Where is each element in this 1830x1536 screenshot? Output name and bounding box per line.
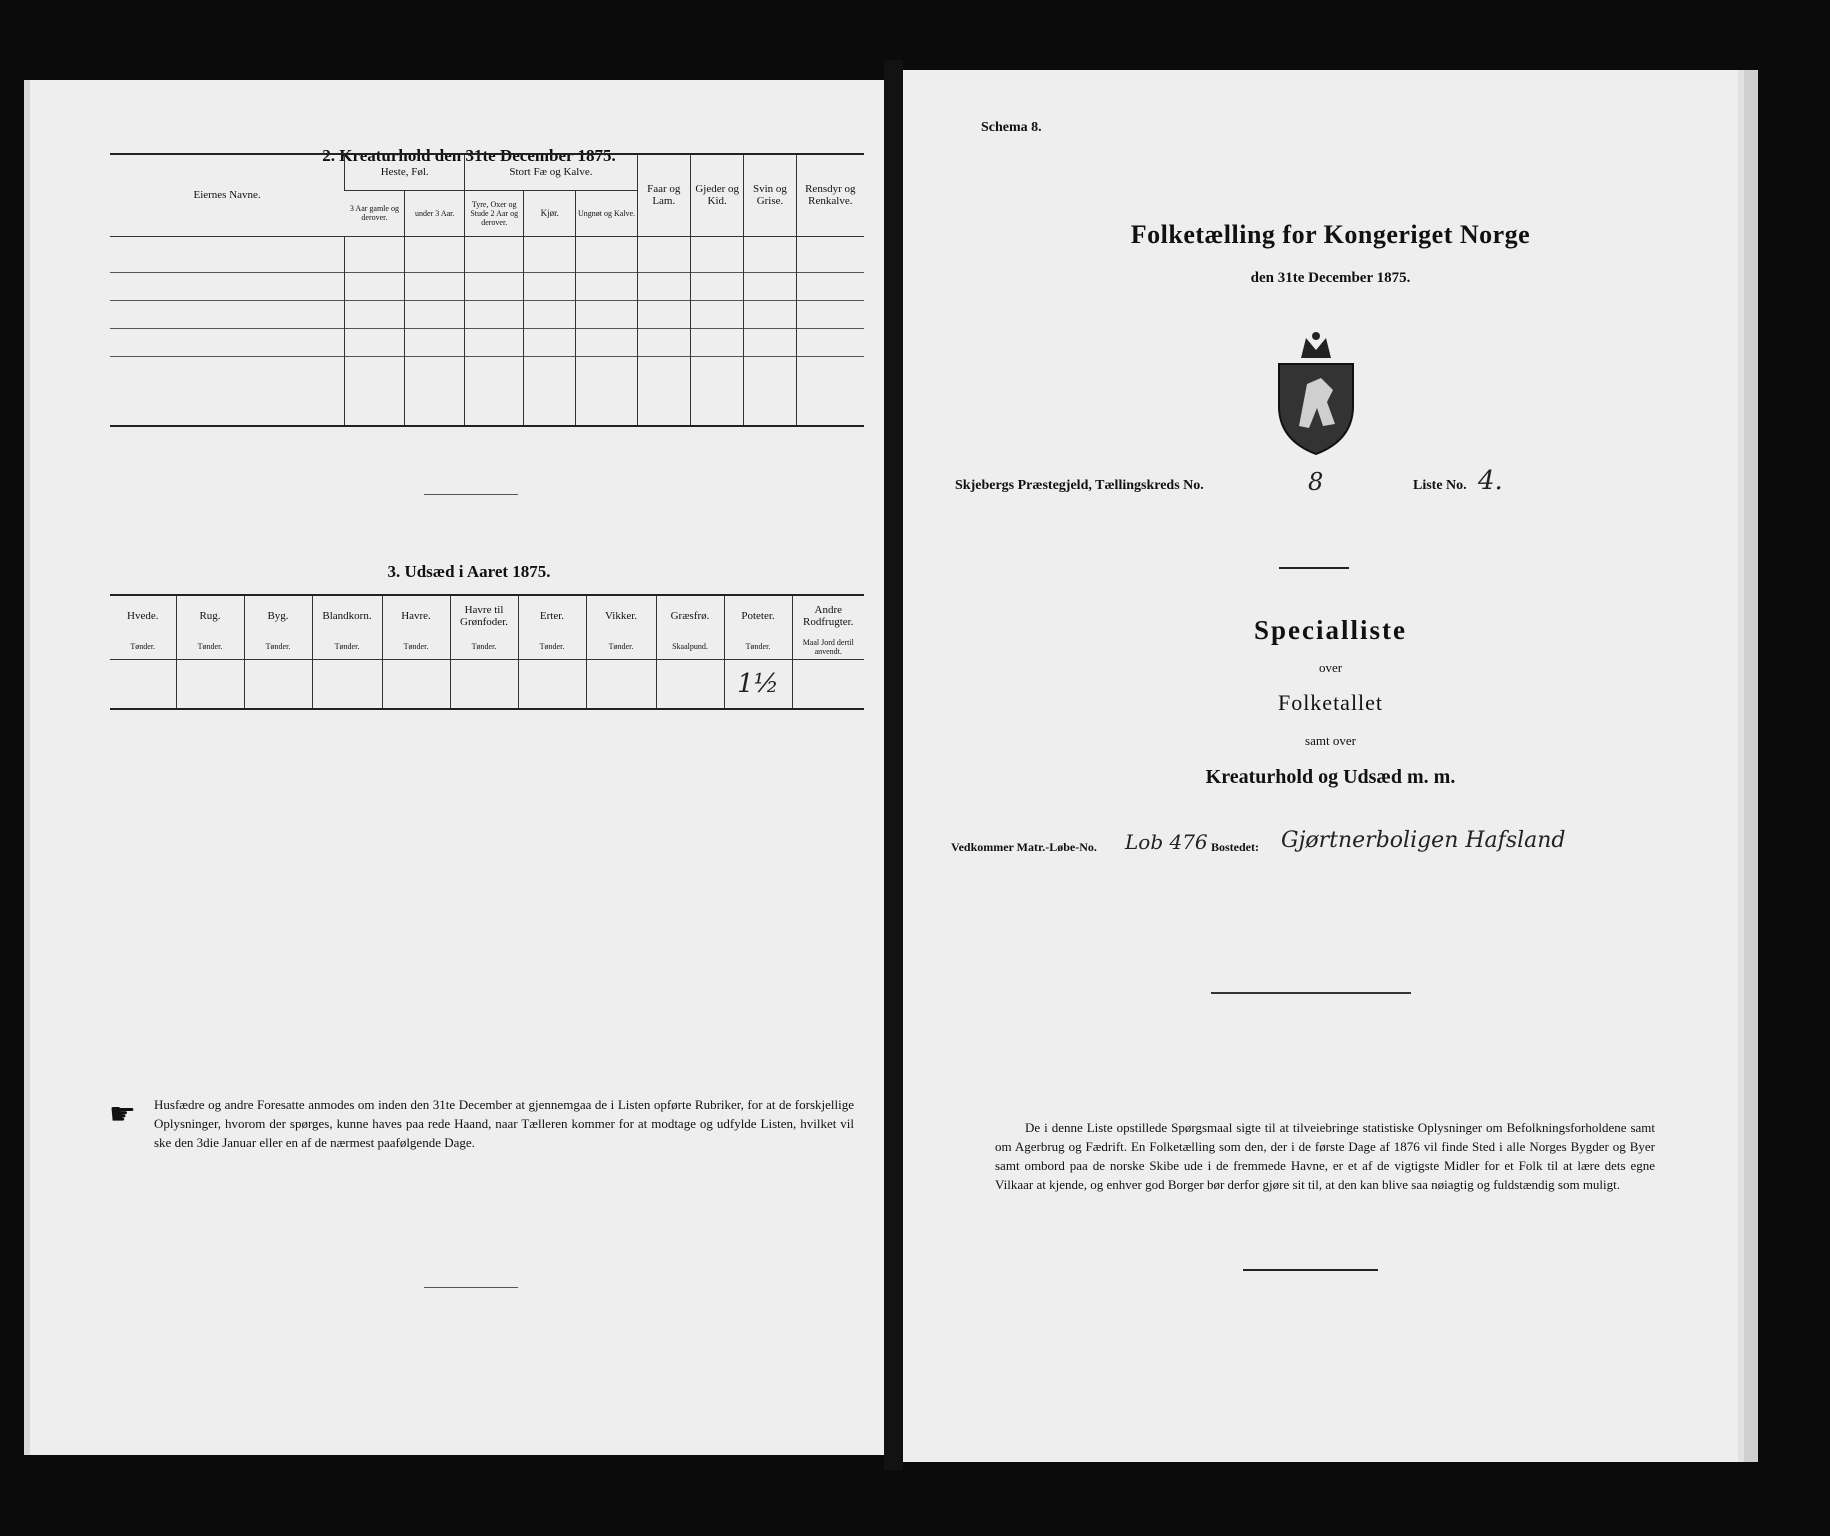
crop-header: Havre til Grønfoder. xyxy=(450,595,518,635)
table-row xyxy=(110,272,345,300)
crop-unit: Tønder. xyxy=(176,635,244,659)
col-faar-header: Faar og Lam. xyxy=(637,154,690,236)
footnote-text: De i denne Liste opstillede Spørgsmaal sigte til at tilveiebringe statistiske Oplysninger om Befolkningsforholdene samt om Agerbrug og Fædrift. En Folketælling som den, der i de første Dage af 1876 vil finde Sted i alle Norges Bygder og Byer samt ombord paa de norske Skibe ude i de fremmede Havne, er et af de vigtigste Midler for et Folk til at lære dets egne Vilkaar at kjende, og enhver god Borger bør derfor gjøre sit til, at den kan blive saa nøiagtig og fuldstændig som muligt. xyxy=(995,1120,1655,1192)
crop-header: Andre Rodfrugter. xyxy=(792,595,864,635)
prestegjeld-label: Skjebergs Præstegjeld, Tællingskreds No. xyxy=(955,478,1204,493)
liste-number: 4. xyxy=(1478,466,1503,496)
crop-unit: Tønder. xyxy=(450,635,518,659)
col-kjor-header: Kjør. xyxy=(524,190,576,236)
crop-value-cell xyxy=(586,659,656,709)
show-through xyxy=(907,136,1057,153)
left-page xyxy=(24,80,884,1455)
bostedet-value: Gjørtnerboligen Hafsland xyxy=(1281,828,1566,853)
bostedet-label: Bostedet: xyxy=(1211,840,1259,854)
table-row xyxy=(110,356,345,426)
col-gjeder-header: Gjeder og Kid. xyxy=(690,154,743,236)
over-text: over xyxy=(1318,660,1343,675)
section3-title: 3. Udsæd i Aaret 1875. xyxy=(387,562,551,581)
crop-value-cell: 1½ xyxy=(724,659,792,709)
crop-unit: Tønder. xyxy=(130,642,156,652)
divider xyxy=(424,1287,518,1288)
divider xyxy=(1243,1269,1378,1271)
matr-value: Lob 476 xyxy=(1125,830,1208,854)
kreds-number: 8 xyxy=(1308,468,1324,496)
table-row xyxy=(110,236,345,272)
crop-unit: Skaalpund. xyxy=(656,635,724,659)
crop-value-cell xyxy=(518,659,586,709)
crop-unit: Tønder. xyxy=(244,635,312,659)
right-page xyxy=(903,70,1758,1462)
crop-header: Byg. xyxy=(244,595,312,635)
col-heste-young-header: under 3 Aar. xyxy=(405,190,465,236)
notice-text: Husfædre og andre Foresatte anmodes om inden den 31te December at gjennemgaa de i Listen opførte Rubriker, for at de forskjellige Oplysninger, hvorom der spørges, kunne haves paa rede Haand, naar Tælleren kommer for at modtage og udfylde Listen, hvilket vil ske den 3die Januar eller en af de nærmest paafølgende Dage. xyxy=(154,1097,854,1150)
crop-value-cell xyxy=(656,659,724,709)
col-heste-old-header: 3 Aar gamle og derover. xyxy=(349,204,399,222)
crop-value-cell xyxy=(792,659,864,709)
col-rensdyr-header: Rensdyr og Renkalve. xyxy=(796,154,864,236)
divider xyxy=(1211,992,1411,994)
crop-header: Erter. xyxy=(518,595,586,635)
crop-value-cell xyxy=(382,659,450,709)
col-svin-header: Svin og Grise. xyxy=(744,154,796,236)
page-edge xyxy=(24,80,30,1455)
kreaturhold-heading: Kreaturhold og Udsæd m. m. xyxy=(1205,766,1456,788)
crop-unit: Tønder. xyxy=(518,635,586,659)
samt-over-text: samt over xyxy=(1305,733,1356,748)
col-ungnot-header: Ungnøt og Kalve. xyxy=(576,190,637,236)
crop-unit: Maal Jord dertil anvendt. xyxy=(792,635,864,659)
folketallet-heading: Folketallet xyxy=(1277,690,1384,715)
livestock-table xyxy=(110,153,864,427)
crop-header: Havre. xyxy=(382,595,450,635)
book-spine xyxy=(884,60,903,1470)
schema-label: Schema 8. xyxy=(981,120,1042,135)
crop-unit: Tønder. xyxy=(586,635,656,659)
liste-label: Liste No. xyxy=(1413,478,1467,493)
crop-header: Vikker. xyxy=(586,595,656,635)
table-row xyxy=(110,300,345,328)
col-tyre-header: Tyre, Oxer og Stude 2 Aar og derover. xyxy=(465,190,524,236)
crop-unit: Tønder. xyxy=(724,635,792,659)
pointing-hand-icon: ☛ xyxy=(109,1098,136,1131)
coat-of-arms-icon xyxy=(1261,328,1371,458)
crop-header: Blandkorn. xyxy=(312,595,382,635)
crop-value-cell xyxy=(450,659,518,709)
crop-value-cell xyxy=(312,659,382,709)
section2-title: 2. Kreaturhold den 31te December 1875. xyxy=(322,146,616,165)
census-date: den 31te December 1875. xyxy=(1250,270,1411,286)
divider xyxy=(424,494,518,495)
crop-table xyxy=(110,594,864,710)
crop-value-cell xyxy=(110,659,176,709)
matr-label: Vedkommer Matr.-Løbe-No. xyxy=(951,840,1097,854)
table-row xyxy=(110,328,345,356)
crop-header: Poteter. xyxy=(724,595,792,635)
specialliste-heading: Specialliste xyxy=(1254,615,1407,645)
crop-header: Græsfrø. xyxy=(656,595,724,635)
group-stort-header: Stort Fæ og Kalve. xyxy=(465,154,637,190)
divider xyxy=(1279,567,1349,569)
crop-value-cell xyxy=(244,659,312,709)
col-owner-header: Eiernes Navne. xyxy=(193,189,261,202)
crop-header: Hvede. xyxy=(127,609,159,622)
crop-unit: Tønder. xyxy=(382,635,450,659)
crop-header: Rug. xyxy=(176,595,244,635)
census-title: Folketælling for Kongeriget Norge xyxy=(1130,220,1531,249)
crop-value-cell xyxy=(176,659,244,709)
crop-unit: Tønder. xyxy=(312,635,382,659)
group-heste-header: Heste, Føl. xyxy=(345,154,465,190)
